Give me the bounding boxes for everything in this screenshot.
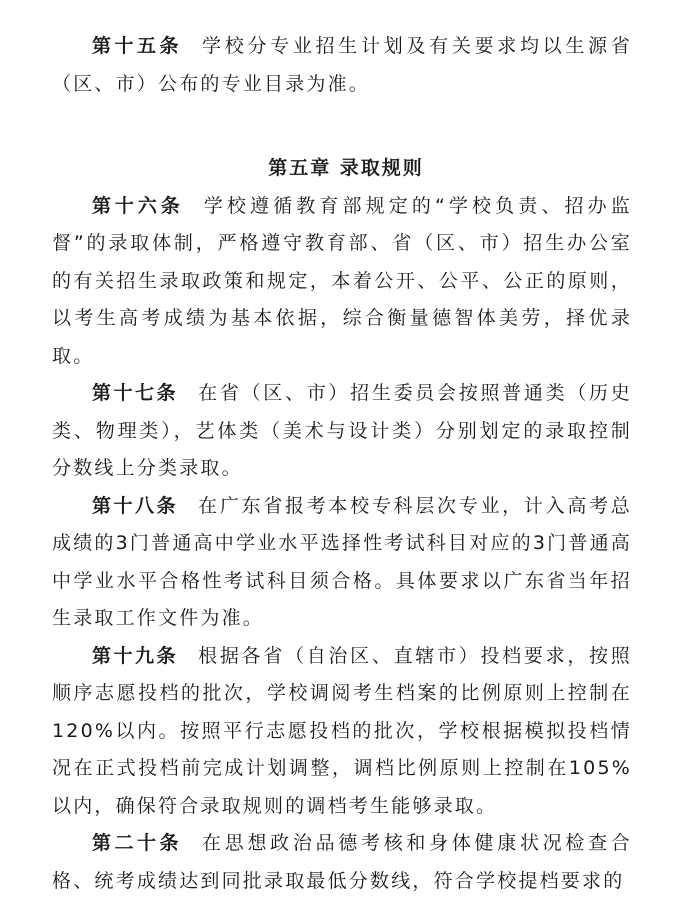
article-16-text: 学校遵循教育部规定的“学校负责、招办监督”的录取体制，严格遵守教育部、省（区、市）招生办公室的有关招生录取政策和规定，本着公开、公平、公正的原则，以考生高考成绩为基本依据，综合衡量德智体美劳，择优录取。 bbox=[52, 194, 632, 367]
article-20 bbox=[52, 825, 632, 900]
article-20-label: 第二十条 bbox=[92, 832, 183, 854]
article-16 bbox=[52, 188, 632, 376]
article-15 bbox=[52, 28, 632, 103]
chapter-heading: 第五章 录取规则 bbox=[268, 157, 424, 179]
article-18 bbox=[52, 488, 632, 638]
article-19-text: 根据各省（自治区、直辖市）投档要求，按照顺序志愿投档的批次，学校调阅考生档案的比例原则上控制在120%以内。按照平行志愿投档的批次，学校根据模拟投档情况在正式投档前完成计划调整，调档比例原则上控制在105%以内，确保符合录取规则的调档考生能够录取。 bbox=[52, 644, 632, 817]
article-17-label: 第十七条 bbox=[92, 382, 179, 404]
article-19-label: 第十九条 bbox=[92, 644, 179, 667]
article-16-label: 第十六条 bbox=[92, 194, 184, 217]
document-page bbox=[52, 0, 632, 900]
article-17-text: 在省（区、市）招生委员会按照普通类（历史类、物理类），艺体类（美术与设计类）分别划定的录取控制分数线上分类录取。 bbox=[52, 382, 632, 479]
article-18-label: 第十八条 bbox=[92, 494, 179, 517]
article-15-label: 第十五条 bbox=[92, 35, 183, 57]
article-18-text: 在广东省报考本校专科层次专业，计入高考总成绩的3门普通高中学业水平选择性考试科目对应的3门普通高中学业水平合格性考试科目须合格。具体要求以广东省当年招生录取工作文件为准。 bbox=[52, 494, 632, 629]
article-15-text: 学校分专业招生计划及有关要求均以生源省（区、市）公布的专业目录为准。 bbox=[52, 35, 632, 95]
article-17 bbox=[52, 375, 632, 488]
article-19 bbox=[52, 638, 632, 826]
article-20-text: 在思想政治品德考核和身体健康状况检查合格、统考成绩达到同批录取最低分数线，符合学校提档要求的 bbox=[52, 832, 632, 892]
